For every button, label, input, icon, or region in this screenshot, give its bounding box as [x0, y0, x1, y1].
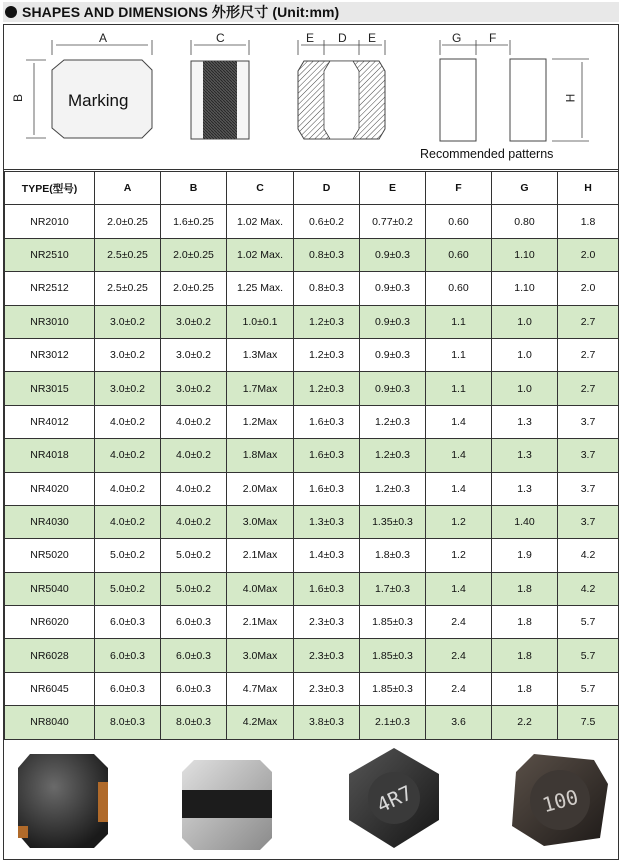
value-cell: 0.8±0.3	[294, 238, 360, 271]
value-cell: 5.0±0.2	[95, 539, 161, 572]
table-body	[5, 205, 619, 739]
value-cell: 3.7	[558, 405, 619, 438]
value-cell: 1.0	[492, 338, 558, 371]
value-cell: 2.0±0.25	[161, 238, 227, 271]
type-cell: NR3012	[5, 338, 95, 371]
value-cell: 5.0±0.2	[161, 539, 227, 572]
dim-label-f: F	[489, 31, 497, 45]
value-cell: 1.85±0.3	[360, 672, 426, 705]
value-cell: 1.8	[558, 205, 619, 238]
photo-mark-4r7: 4R7	[372, 780, 416, 818]
value-cell: 2.7	[558, 338, 619, 371]
value-cell: 5.0±0.2	[95, 572, 161, 605]
type-cell: NR8040	[5, 706, 95, 739]
value-cell: 1.6±0.3	[294, 472, 360, 505]
value-cell: 4.0±0.2	[95, 439, 161, 472]
value-cell: 1.8	[492, 639, 558, 672]
inductor-photo-top	[12, 746, 122, 856]
table-row	[5, 505, 619, 538]
dim-label-g: G	[452, 31, 462, 45]
value-cell: 1.4±0.3	[294, 539, 360, 572]
value-cell: 8.0±0.3	[161, 706, 227, 739]
inductor-photo-4r7	[339, 744, 449, 854]
dim-label-c: C	[216, 31, 225, 45]
value-cell: 1.10	[492, 238, 558, 271]
value-cell: 5.7	[558, 606, 619, 639]
pattern-pad-left	[440, 59, 476, 141]
product-photos	[4, 740, 618, 859]
table-row	[5, 472, 619, 505]
column-header-e: E	[360, 172, 426, 205]
value-cell: 6.0±0.3	[161, 672, 227, 705]
value-cell: 6.0±0.3	[95, 639, 161, 672]
value-cell: 6.0±0.3	[95, 672, 161, 705]
value-cell: 1.2±0.3	[360, 472, 426, 505]
column-header-b: B	[161, 172, 227, 205]
value-cell: 3.0±0.2	[161, 305, 227, 338]
type-cell: NR5040	[5, 572, 95, 605]
value-cell: 1.40	[492, 505, 558, 538]
type-cell: NR4020	[5, 472, 95, 505]
value-cell: 0.9±0.3	[360, 305, 426, 338]
spec-frame	[3, 24, 619, 860]
value-cell: 1.3	[492, 439, 558, 472]
value-cell: 1.2±0.3	[294, 338, 360, 371]
dim-label-a: A	[99, 31, 108, 45]
value-cell: 0.77±0.2	[360, 205, 426, 238]
value-cell: 2.5±0.25	[95, 272, 161, 305]
value-cell: 4.0±0.2	[95, 405, 161, 438]
type-cell: NR3010	[5, 305, 95, 338]
table-row	[5, 405, 619, 438]
table-row	[5, 305, 619, 338]
inductor-photo-100	[504, 744, 614, 854]
value-cell: 1.2Max	[227, 405, 294, 438]
value-cell: 1.3±0.3	[294, 505, 360, 538]
value-cell: 2.4	[426, 606, 492, 639]
value-cell: 4.2	[558, 572, 619, 605]
value-cell: 4.0±0.2	[161, 405, 227, 438]
dimension-diagram	[4, 25, 618, 170]
column-header-h: H	[558, 172, 619, 205]
column-header-type: TYPE(型号)	[5, 172, 95, 205]
value-cell: 1.2±0.3	[360, 405, 426, 438]
type-cell: NR6045	[5, 672, 95, 705]
value-cell: 1.8	[492, 606, 558, 639]
value-cell: 6.0±0.3	[161, 639, 227, 672]
value-cell: 1.1	[426, 372, 492, 405]
value-cell: 5.0±0.2	[161, 572, 227, 605]
table-row	[5, 205, 619, 238]
value-cell: 0.9±0.3	[360, 372, 426, 405]
table-row	[5, 272, 619, 305]
section-heading	[3, 2, 619, 22]
value-cell: 1.02 Max.	[227, 238, 294, 271]
type-cell: NR5020	[5, 539, 95, 572]
column-header-a: A	[95, 172, 161, 205]
table-row	[5, 639, 619, 672]
value-cell: 1.6±0.3	[294, 405, 360, 438]
value-cell: 1.6±0.25	[161, 205, 227, 238]
column-header-g: G	[492, 172, 558, 205]
value-cell: 3.0±0.2	[161, 372, 227, 405]
dim-label-e-left: E	[306, 31, 315, 45]
dim-label-h: H	[563, 93, 578, 103]
value-cell: 1.2	[426, 505, 492, 538]
value-cell: 1.2±0.3	[360, 439, 426, 472]
value-cell: 2.1±0.3	[360, 706, 426, 739]
table-row	[5, 539, 619, 572]
value-cell: 2.4	[426, 672, 492, 705]
value-cell: 1.35±0.3	[360, 505, 426, 538]
type-cell: NR4018	[5, 439, 95, 472]
value-cell: 3.7	[558, 472, 619, 505]
value-cell: 2.0±0.25	[161, 272, 227, 305]
value-cell: 2.3±0.3	[294, 639, 360, 672]
value-cell: 6.0±0.3	[161, 606, 227, 639]
value-cell: 2.4	[426, 639, 492, 672]
value-cell: 1.8	[492, 572, 558, 605]
value-cell: 1.7±0.3	[360, 572, 426, 605]
column-header-c: C	[227, 172, 294, 205]
value-cell: 8.0±0.3	[95, 706, 161, 739]
type-cell: NR2512	[5, 272, 95, 305]
value-cell: 1.8	[492, 672, 558, 705]
value-cell: 1.02 Max.	[227, 205, 294, 238]
table-header-row	[5, 172, 619, 205]
column-header-f: F	[426, 172, 492, 205]
pattern-pad-right	[510, 59, 546, 141]
value-cell: 1.85±0.3	[360, 639, 426, 672]
dim-label-d: D	[338, 31, 347, 45]
table-row	[5, 572, 619, 605]
value-cell: 1.2±0.3	[294, 305, 360, 338]
value-cell: 1.3	[492, 472, 558, 505]
value-cell: 3.7	[558, 505, 619, 538]
value-cell: 1.0	[492, 305, 558, 338]
value-cell: 2.0Max	[227, 472, 294, 505]
value-cell: 1.25 Max.	[227, 272, 294, 305]
value-cell: 2.0	[558, 238, 619, 271]
dim-label-e-right: E	[368, 31, 377, 45]
value-cell: 0.9±0.3	[360, 238, 426, 271]
type-cell: NR2510	[5, 238, 95, 271]
value-cell: 1.8Max	[227, 439, 294, 472]
value-cell: 2.7	[558, 372, 619, 405]
value-cell: 7.5	[558, 706, 619, 739]
value-cell: 0.9±0.3	[360, 272, 426, 305]
value-cell: 1.0±0.1	[227, 305, 294, 338]
value-cell: 0.60	[426, 272, 492, 305]
bullet-icon	[5, 6, 17, 18]
value-cell: 3.7	[558, 439, 619, 472]
value-cell: 4.7Max	[227, 672, 294, 705]
value-cell: 1.4	[426, 405, 492, 438]
value-cell: 2.7	[558, 305, 619, 338]
value-cell: 1.9	[492, 539, 558, 572]
value-cell: 2.2	[492, 706, 558, 739]
value-cell: 4.2	[558, 539, 619, 572]
value-cell: 0.60	[426, 238, 492, 271]
value-cell: 1.85±0.3	[360, 606, 426, 639]
value-cell: 0.8±0.3	[294, 272, 360, 305]
value-cell: 5.7	[558, 672, 619, 705]
value-cell: 4.2Max	[227, 706, 294, 739]
value-cell: 1.6±0.3	[294, 572, 360, 605]
value-cell: 1.6±0.3	[294, 439, 360, 472]
value-cell: 1.1	[426, 338, 492, 371]
value-cell: 1.8±0.3	[360, 539, 426, 572]
value-cell: 2.3±0.3	[294, 606, 360, 639]
column-header-d: D	[294, 172, 360, 205]
value-cell: 3.0±0.2	[161, 338, 227, 371]
dim-label-b: B	[11, 93, 26, 103]
value-cell: 4.0±0.2	[161, 439, 227, 472]
inductor-photo-side	[174, 746, 284, 856]
table-row	[5, 672, 619, 705]
value-cell: 0.6±0.2	[294, 205, 360, 238]
table-row	[5, 338, 619, 371]
value-cell: 2.5±0.25	[95, 238, 161, 271]
value-cell: 2.1Max	[227, 606, 294, 639]
value-cell: 2.0±0.25	[95, 205, 161, 238]
value-cell: 5.7	[558, 639, 619, 672]
value-cell: 4.0Max	[227, 572, 294, 605]
value-cell: 1.10	[492, 272, 558, 305]
table-row	[5, 706, 619, 739]
type-cell: NR3015	[5, 372, 95, 405]
type-cell: NR4012	[5, 405, 95, 438]
value-cell: 1.4	[426, 572, 492, 605]
table-row	[5, 238, 619, 271]
type-cell: NR6028	[5, 639, 95, 672]
value-cell: 1.7Max	[227, 372, 294, 405]
recommended-patterns-label: Recommended patterns	[420, 147, 554, 161]
marking-label: Marking	[68, 91, 129, 110]
value-cell: 3.0Max	[227, 639, 294, 672]
value-cell: 4.0±0.2	[95, 472, 161, 505]
table-row	[5, 439, 619, 472]
value-cell: 1.3	[492, 405, 558, 438]
value-cell: 1.4	[426, 439, 492, 472]
value-cell: 1.0	[492, 372, 558, 405]
type-cell: NR4030	[5, 505, 95, 538]
value-cell: 3.0±0.2	[95, 338, 161, 371]
photo-mark-100: 100	[539, 784, 581, 818]
value-cell: 0.80	[492, 205, 558, 238]
dimension-table	[4, 171, 619, 740]
value-cell: 3.8±0.3	[294, 706, 360, 739]
table-row	[5, 606, 619, 639]
value-cell: 6.0±0.3	[95, 606, 161, 639]
value-cell: 2.1Max	[227, 539, 294, 572]
value-cell: 1.3Max	[227, 338, 294, 371]
value-cell: 1.1	[426, 305, 492, 338]
value-cell: 2.3±0.3	[294, 672, 360, 705]
value-cell: 1.4	[426, 472, 492, 505]
value-cell: 2.0	[558, 272, 619, 305]
type-cell: NR2010	[5, 205, 95, 238]
value-cell: 3.0±0.2	[95, 305, 161, 338]
value-cell: 1.2±0.3	[294, 372, 360, 405]
value-cell: 4.0±0.2	[161, 472, 227, 505]
type-cell: NR6020	[5, 606, 95, 639]
value-cell: 3.0±0.2	[95, 372, 161, 405]
value-cell: 0.60	[426, 205, 492, 238]
value-cell: 3.0Max	[227, 505, 294, 538]
value-cell: 1.2	[426, 539, 492, 572]
value-cell: 0.9±0.3	[360, 338, 426, 371]
value-cell: 3.6	[426, 706, 492, 739]
value-cell: 4.0±0.2	[161, 505, 227, 538]
value-cell: 4.0±0.2	[95, 505, 161, 538]
table-row	[5, 372, 619, 405]
heading-title: SHAPES AND DIMENSIONS 外形尺寸 (Unit:mm)	[22, 4, 340, 20]
